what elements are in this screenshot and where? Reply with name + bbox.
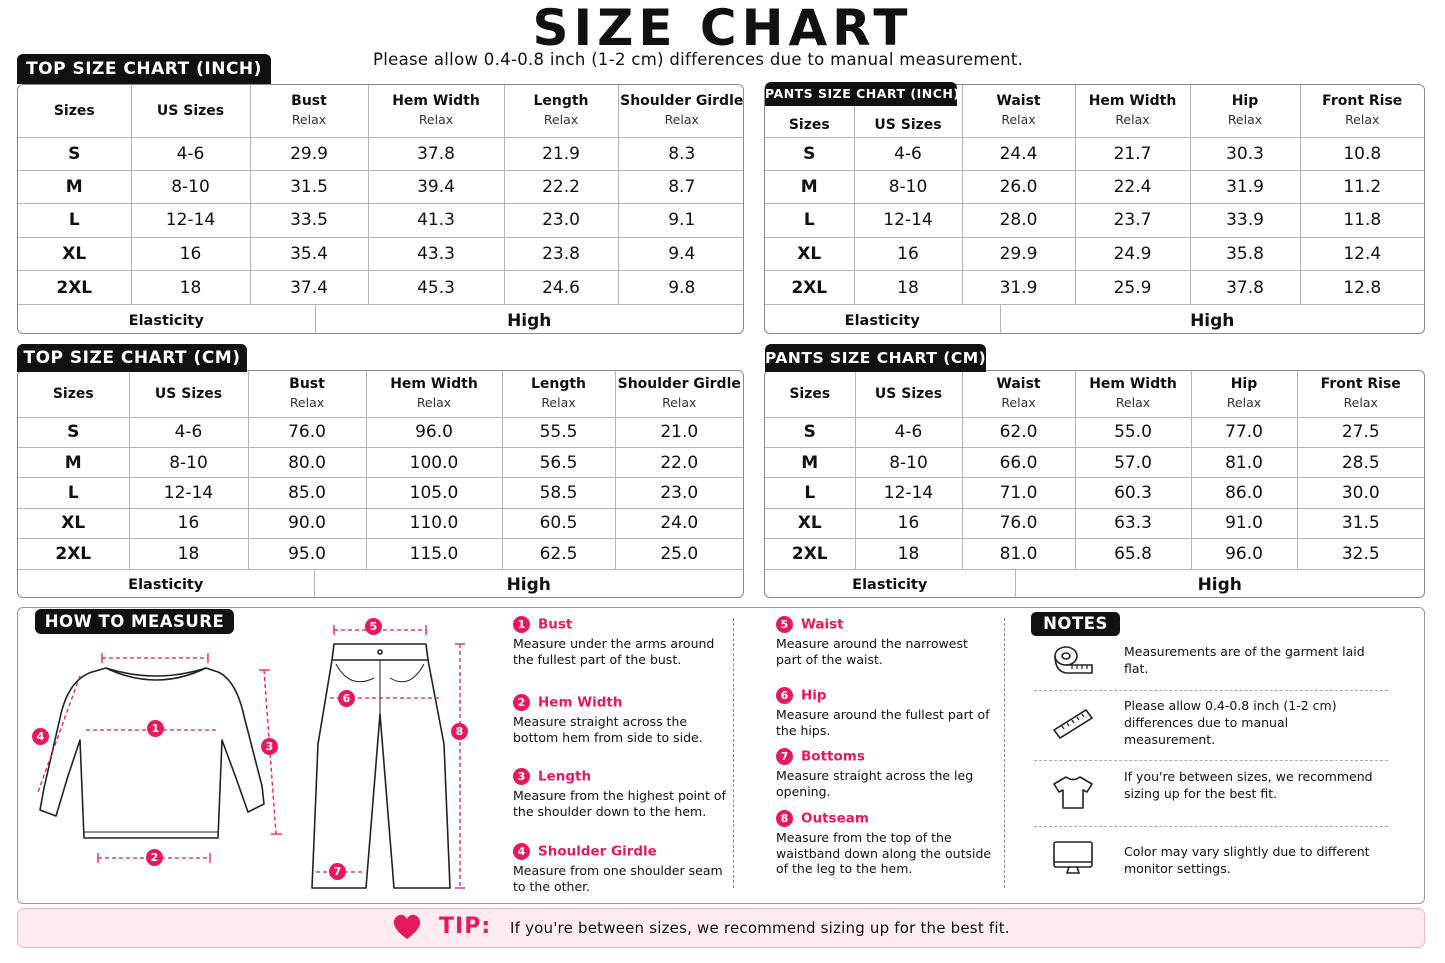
column-subheader: Relax [1343, 395, 1378, 411]
value-cell: 12.8 [1343, 277, 1382, 298]
pants-illustration [300, 614, 480, 896]
tshirt-icon [1050, 774, 1096, 810]
value-cell: 22.4 [1075, 170, 1190, 203]
size-cell: XL [18, 508, 129, 538]
value-cell: 37.8 [368, 137, 504, 170]
table-row [18, 271, 744, 304]
value-cell: 18 [129, 539, 248, 569]
measure-divider-1 [733, 618, 734, 888]
column-subheader: Relax [291, 112, 327, 128]
column-subheader: Relax [1227, 112, 1263, 128]
note-text: Measurements are of the garment laid flat. [1124, 644, 1365, 676]
size-cell: M [765, 170, 854, 203]
column-header [765, 371, 855, 417]
value-cell: 22.0 [615, 447, 743, 477]
column-header-label: Front Rise [1322, 93, 1403, 110]
measure-item-text: Measure straight across the bottom hem from side to side. [513, 714, 703, 745]
table-row [765, 478, 1424, 508]
measure-marker: 5 [365, 618, 382, 635]
elasticity-row [18, 569, 743, 598]
value-cell: 77.0 [1191, 417, 1297, 447]
pants-size-chart-cm-label: PANTS SIZE CHART (CM) [765, 344, 986, 372]
measure-item [776, 810, 996, 877]
value-cell: 85.0 [248, 478, 366, 508]
measure-marker: 2 [146, 849, 163, 866]
column-header-label: Hip [1230, 376, 1258, 393]
measure-item [513, 768, 733, 819]
notes-label: NOTES [1031, 612, 1120, 636]
column-header-label: US Sizes [874, 385, 943, 402]
measure-number-badge: 3 [513, 768, 530, 785]
column-header [18, 85, 131, 137]
column-subheader: Relax [1115, 395, 1151, 411]
size-cell: L [765, 204, 854, 237]
column-subheader: Relax [664, 112, 699, 128]
value-cell: 41.3 [368, 204, 504, 237]
column-header-label: Sizes [789, 385, 831, 402]
tip-label: TIP: [439, 914, 492, 939]
value-cell: 62.0 [962, 417, 1075, 447]
value-cell: 31.5 [250, 170, 368, 203]
measure-marker: 4 [32, 728, 49, 745]
value-cell: 76.0 [248, 417, 366, 447]
value-cell: 16 [855, 508, 962, 538]
size-cell: S [18, 417, 129, 447]
column-header [504, 85, 618, 137]
table-row [18, 447, 743, 477]
measure-item [513, 843, 733, 894]
measure-item-title: Shoulder Girdle [538, 843, 657, 860]
size-cell: XL [765, 237, 854, 270]
column-subheader: Relax [1226, 395, 1262, 411]
table-header-row [18, 371, 743, 417]
column-subheader: Relax [289, 395, 325, 411]
table-row [18, 204, 744, 237]
measure-marker: 8 [451, 723, 468, 740]
column-header [250, 85, 368, 137]
value-cell: 21.9 [504, 137, 618, 170]
value-cell: 35.4 [250, 237, 368, 270]
top-size-chart-inch-label: TOP SIZE CHART (INCH) [17, 54, 271, 84]
column-header-label: Hem Width [1088, 93, 1177, 110]
column-header-label: Bust [289, 376, 325, 393]
value-cell: 63.3 [1075, 508, 1191, 538]
value-cell: 31.5 [1297, 508, 1424, 538]
measure-item-heading [776, 616, 996, 633]
tip-banner [17, 908, 1425, 948]
value-cell: 8-10 [855, 447, 962, 477]
value-cell: 81.0 [1191, 447, 1297, 477]
value-cell: 23.8 [504, 237, 618, 270]
value-cell: 18 [854, 271, 962, 304]
value-cell: 95.0 [248, 539, 366, 569]
column-header-label: US Sizes [156, 102, 225, 119]
column-subheader: Relax [416, 395, 452, 411]
measure-item-heading [776, 687, 996, 704]
measure-item-text: Measure from the highest point of the shoulder down to the hem. [513, 788, 726, 819]
tip-text: If you're between sizes, we recommend sizing up for the best fit. [510, 919, 1010, 937]
measure-item [776, 687, 996, 738]
value-cell: 12-14 [131, 204, 250, 237]
value-cell: 66.0 [962, 447, 1075, 477]
measure-number-badge: 2 [513, 694, 530, 711]
elasticity-row [765, 569, 1424, 598]
value-cell: 96.0 [366, 417, 502, 447]
measure-item-heading [513, 768, 733, 785]
measure-item-heading [513, 694, 733, 711]
top-size-chart-cm [17, 370, 744, 598]
elasticity-value: High [1190, 310, 1235, 331]
size-cell: S [18, 137, 131, 170]
value-cell: 71.0 [962, 478, 1075, 508]
size-cell: 2XL [18, 539, 129, 569]
column-header-label: Length [530, 376, 587, 393]
notes-separator [1034, 690, 1388, 691]
value-cell: 9.8 [668, 277, 696, 298]
column-header [615, 371, 743, 417]
elasticity-row [18, 304, 743, 334]
value-cell: 8-10 [131, 170, 250, 203]
column-header-label: Shoulder Girdle [617, 376, 741, 393]
elasticity-label: Elasticity [765, 569, 1015, 598]
measure-item-title: Bust [538, 616, 573, 633]
column-header-label: Front Rise [1320, 376, 1401, 393]
measure-item-text: Measure from one shoulder seam to the other. [513, 863, 723, 894]
note-text: Color may vary slightly due to different monitor settings. [1124, 844, 1370, 876]
size-cell: 2XL [765, 271, 854, 304]
value-cell: 11.8 [1300, 204, 1424, 237]
size-cell: S [765, 137, 854, 170]
table-row [18, 417, 743, 447]
table-row [765, 447, 1424, 477]
table-row [765, 137, 1424, 170]
measure-number-badge: 1 [513, 616, 530, 633]
value-cell: 62.5 [502, 539, 615, 569]
column-header [855, 371, 962, 417]
table-row [765, 539, 1424, 569]
value-cell: 24.0 [615, 508, 743, 538]
value-cell: 12-14 [129, 478, 248, 508]
measure-item [513, 694, 733, 745]
value-cell: 9.1 [618, 204, 744, 237]
tape-measure-icon [1050, 642, 1096, 678]
value-cell: 12-14 [855, 478, 962, 508]
measure-marker: 7 [329, 863, 346, 880]
column-header [368, 85, 504, 137]
measure-item-text: Measure around the narrowest part of the waist. [776, 636, 968, 667]
value-cell: 23.0 [615, 478, 743, 508]
value-cell: 25.0 [660, 544, 699, 564]
column-header [502, 371, 615, 417]
size-cell: M [18, 170, 131, 203]
measure-item-title: Waist [801, 616, 844, 633]
size-cell: S [765, 417, 855, 447]
value-cell: 43.3 [368, 237, 504, 270]
column-header [1075, 371, 1191, 417]
elasticity-value: High [507, 310, 552, 331]
value-cell: 33.5 [250, 204, 368, 237]
measure-divider-2 [1004, 618, 1005, 888]
elasticity-label: Elasticity [18, 569, 314, 598]
elasticity-label: Elasticity [765, 304, 1000, 334]
notes-separator [1034, 760, 1388, 761]
value-cell: 57.0 [1075, 447, 1191, 477]
column-header [618, 85, 744, 137]
value-cell: 29.9 [962, 237, 1075, 270]
size-cell: L [18, 478, 129, 508]
column-header [366, 371, 502, 417]
table-row [765, 417, 1424, 447]
table-row [765, 170, 1424, 203]
column-subheader: Relax [662, 395, 697, 411]
table-row [765, 271, 1424, 304]
measure-item-heading [513, 616, 733, 633]
size-cell: M [765, 447, 855, 477]
column-header-label: Sizes [53, 102, 95, 119]
column-header-label: Hem Width [392, 93, 480, 110]
value-cell: 4-6 [131, 137, 250, 170]
value-cell: 56.5 [502, 447, 615, 477]
column-header [1190, 85, 1300, 137]
measure-number-badge: 6 [776, 687, 793, 704]
value-cell: 31.9 [1190, 170, 1300, 203]
measure-item-title: Bottoms [801, 748, 865, 765]
value-cell: 28.0 [962, 204, 1075, 237]
value-cell: 29.9 [250, 137, 368, 170]
measure-item [776, 748, 996, 799]
measure-item-heading [513, 843, 733, 860]
value-cell: 86.0 [1191, 478, 1297, 508]
column-subheader: Relax [418, 112, 454, 128]
measure-marker: 6 [338, 690, 355, 707]
column-header-label: Shoulder Girdle [620, 93, 744, 110]
value-cell: 33.9 [1190, 204, 1300, 237]
table-row [18, 508, 743, 538]
value-cell: 24.9 [1075, 237, 1190, 270]
page-subtitle: Please allow 0.4-0.8 inch (1-2 cm) differences due to manual measurement. [373, 50, 1024, 69]
table-row [765, 508, 1424, 538]
value-cell: 91.0 [1191, 508, 1297, 538]
value-cell: 4-6 [855, 417, 962, 447]
table-header-row [765, 371, 1424, 417]
value-cell: 37.8 [1190, 271, 1300, 304]
value-cell: 55.0 [1075, 417, 1191, 447]
value-cell: 58.5 [502, 478, 615, 508]
value-cell: 8-10 [129, 447, 248, 477]
column-header-label: Sizes [788, 116, 830, 133]
heart-icon [392, 913, 422, 941]
notes-separator [1034, 826, 1388, 827]
measure-item-text: Measure straight across the leg opening. [776, 768, 974, 799]
monitor-icon [1050, 840, 1096, 876]
size-cell: XL [18, 237, 131, 270]
value-cell: 81.0 [962, 539, 1075, 569]
value-cell: 21.0 [615, 417, 743, 447]
column-header-label: Sizes [52, 385, 94, 402]
value-cell: 65.8 [1075, 539, 1191, 569]
column-header [18, 371, 129, 417]
value-cell: 11.2 [1300, 170, 1424, 203]
measure-item-title: Hem Width [538, 694, 623, 711]
column-header [1300, 85, 1424, 137]
measure-item-heading [776, 748, 996, 765]
measure-number-badge: 4 [513, 843, 530, 860]
value-cell: 32.5 [1341, 544, 1380, 564]
column-header [1191, 371, 1297, 417]
column-subheader: Relax [1001, 112, 1036, 128]
value-cell: 8-10 [854, 170, 962, 203]
column-header [962, 371, 1075, 417]
note-text: If you're between sizes, we recommend sizing up for the best fit. [1124, 769, 1373, 801]
value-cell: 21.7 [1075, 137, 1190, 170]
column-header-label: Waist [996, 376, 1041, 393]
elasticity-value: High [506, 574, 551, 595]
value-cell: 30.0 [1297, 478, 1424, 508]
top-size-chart-cm-label: TOP SIZE CHART (CM) [17, 344, 247, 372]
measure-item-text: Measure from the top of the waistband down along the outside of the leg to the hem. [776, 830, 992, 876]
column-header [1075, 85, 1190, 137]
value-cell: 96.0 [1191, 539, 1297, 569]
column-header [248, 371, 366, 417]
how-to-measure-label: HOW TO MEASURE [35, 609, 234, 634]
value-cell: 23.0 [504, 204, 618, 237]
measure-item [513, 616, 733, 667]
column-header-label: Bust [291, 93, 327, 110]
value-cell: 26.0 [962, 170, 1075, 203]
measure-item-text: Measure around the fullest part of the hips. [776, 707, 990, 738]
column-header-label: Length [533, 93, 589, 110]
size-cell: L [18, 204, 131, 237]
value-cell: 28.5 [1297, 447, 1424, 477]
measure-item-heading [776, 810, 996, 827]
value-cell: 39.4 [368, 170, 504, 203]
value-cell: 25.9 [1075, 271, 1190, 304]
value-cell: 16 [129, 508, 248, 538]
size-cell: XL [765, 508, 855, 538]
note-text: Please allow 0.4-0.8 inch (1-2 cm) differences due to manual measurement. [1124, 698, 1337, 747]
elasticity-row [765, 304, 1424, 334]
value-cell: 60.3 [1075, 478, 1191, 508]
table-row [18, 170, 744, 203]
table-row [18, 478, 743, 508]
pants-size-chart-inch [764, 84, 1425, 334]
value-cell: 12-14 [854, 204, 962, 237]
value-cell: 23.7 [1075, 204, 1190, 237]
column-header-label: Hem Width [1089, 376, 1177, 393]
value-cell: 4-6 [854, 137, 962, 170]
measure-item [776, 616, 996, 667]
value-cell: 18 [855, 539, 962, 569]
ruler-icon [1050, 704, 1096, 740]
table-header-row [18, 85, 744, 137]
value-cell: 115.0 [366, 539, 502, 569]
page-title: SIZE CHART [532, 0, 913, 57]
column-header-label: Waist [996, 93, 1041, 110]
column-header [1297, 371, 1424, 417]
measure-number-badge: 8 [776, 810, 793, 827]
measure-number-badge: 5 [776, 616, 793, 633]
column-header-label: Hem Width [390, 376, 478, 393]
value-cell: 27.5 [1297, 417, 1424, 447]
pants-size-chart-cm [764, 370, 1425, 598]
size-cell: L [765, 478, 855, 508]
value-cell: 60.5 [502, 508, 615, 538]
value-cell: 37.4 [250, 271, 368, 304]
column-header-label: US Sizes [874, 116, 942, 133]
column-subheader: Relax [541, 395, 576, 411]
column-subheader: Relax [1115, 112, 1150, 128]
value-cell: 16 [854, 237, 962, 270]
column-header-label: US Sizes [154, 385, 223, 402]
value-cell: 9.4 [618, 237, 744, 270]
value-cell: 45.3 [368, 271, 504, 304]
value-cell: 8.3 [618, 137, 744, 170]
column-subheader: Relax [1345, 112, 1380, 128]
measure-item-title: Outseam [801, 810, 869, 827]
value-cell: 90.0 [248, 508, 366, 538]
measure-marker: 3 [261, 738, 278, 755]
table-row [765, 237, 1424, 270]
measure-item-text: Measure under the arms around the fullest part of the bust. [513, 636, 715, 667]
value-cell: 22.2 [504, 170, 618, 203]
value-cell: 4-6 [129, 417, 248, 447]
value-cell: 80.0 [248, 447, 366, 477]
measure-item-title: Length [538, 768, 592, 785]
column-header-label: Hip [1231, 93, 1259, 110]
column-header [129, 371, 248, 417]
table-row [18, 539, 743, 569]
value-cell: 24.4 [962, 137, 1075, 170]
column-header [962, 85, 1075, 137]
table-row [18, 237, 744, 270]
measure-number-badge: 7 [776, 748, 793, 765]
measure-item-title: Hip [801, 687, 827, 704]
column-header [131, 85, 250, 137]
value-cell: 35.8 [1190, 237, 1300, 270]
elasticity-value: High [1197, 574, 1242, 595]
size-cell: 2XL [765, 539, 855, 569]
value-cell: 55.5 [502, 417, 615, 447]
value-cell: 105.0 [366, 478, 502, 508]
value-cell: 18 [131, 271, 250, 304]
column-subheader: Relax [1001, 395, 1036, 411]
value-cell: 30.3 [1190, 137, 1300, 170]
size-cell: M [18, 447, 129, 477]
column-subheader: Relax [543, 112, 579, 128]
value-cell: 76.0 [962, 508, 1075, 538]
table-row [765, 204, 1424, 237]
elasticity-label: Elasticity [18, 304, 315, 334]
top-size-chart-inch [17, 84, 744, 334]
size-cell: 2XL [18, 271, 131, 304]
value-cell: 110.0 [366, 508, 502, 538]
top-garment-illustration [22, 636, 292, 871]
value-cell: 8.7 [618, 170, 744, 203]
value-cell: 10.8 [1300, 137, 1424, 170]
value-cell: 100.0 [366, 447, 502, 477]
pants-size-chart-inch-label: PANTS SIZE CHART (INCH) [765, 82, 957, 106]
value-cell: 16 [131, 237, 250, 270]
value-cell: 12.4 [1300, 237, 1424, 270]
value-cell: 24.6 [504, 271, 618, 304]
value-cell: 31.9 [962, 271, 1075, 304]
table-row [18, 137, 744, 170]
measure-marker: 1 [147, 720, 164, 737]
